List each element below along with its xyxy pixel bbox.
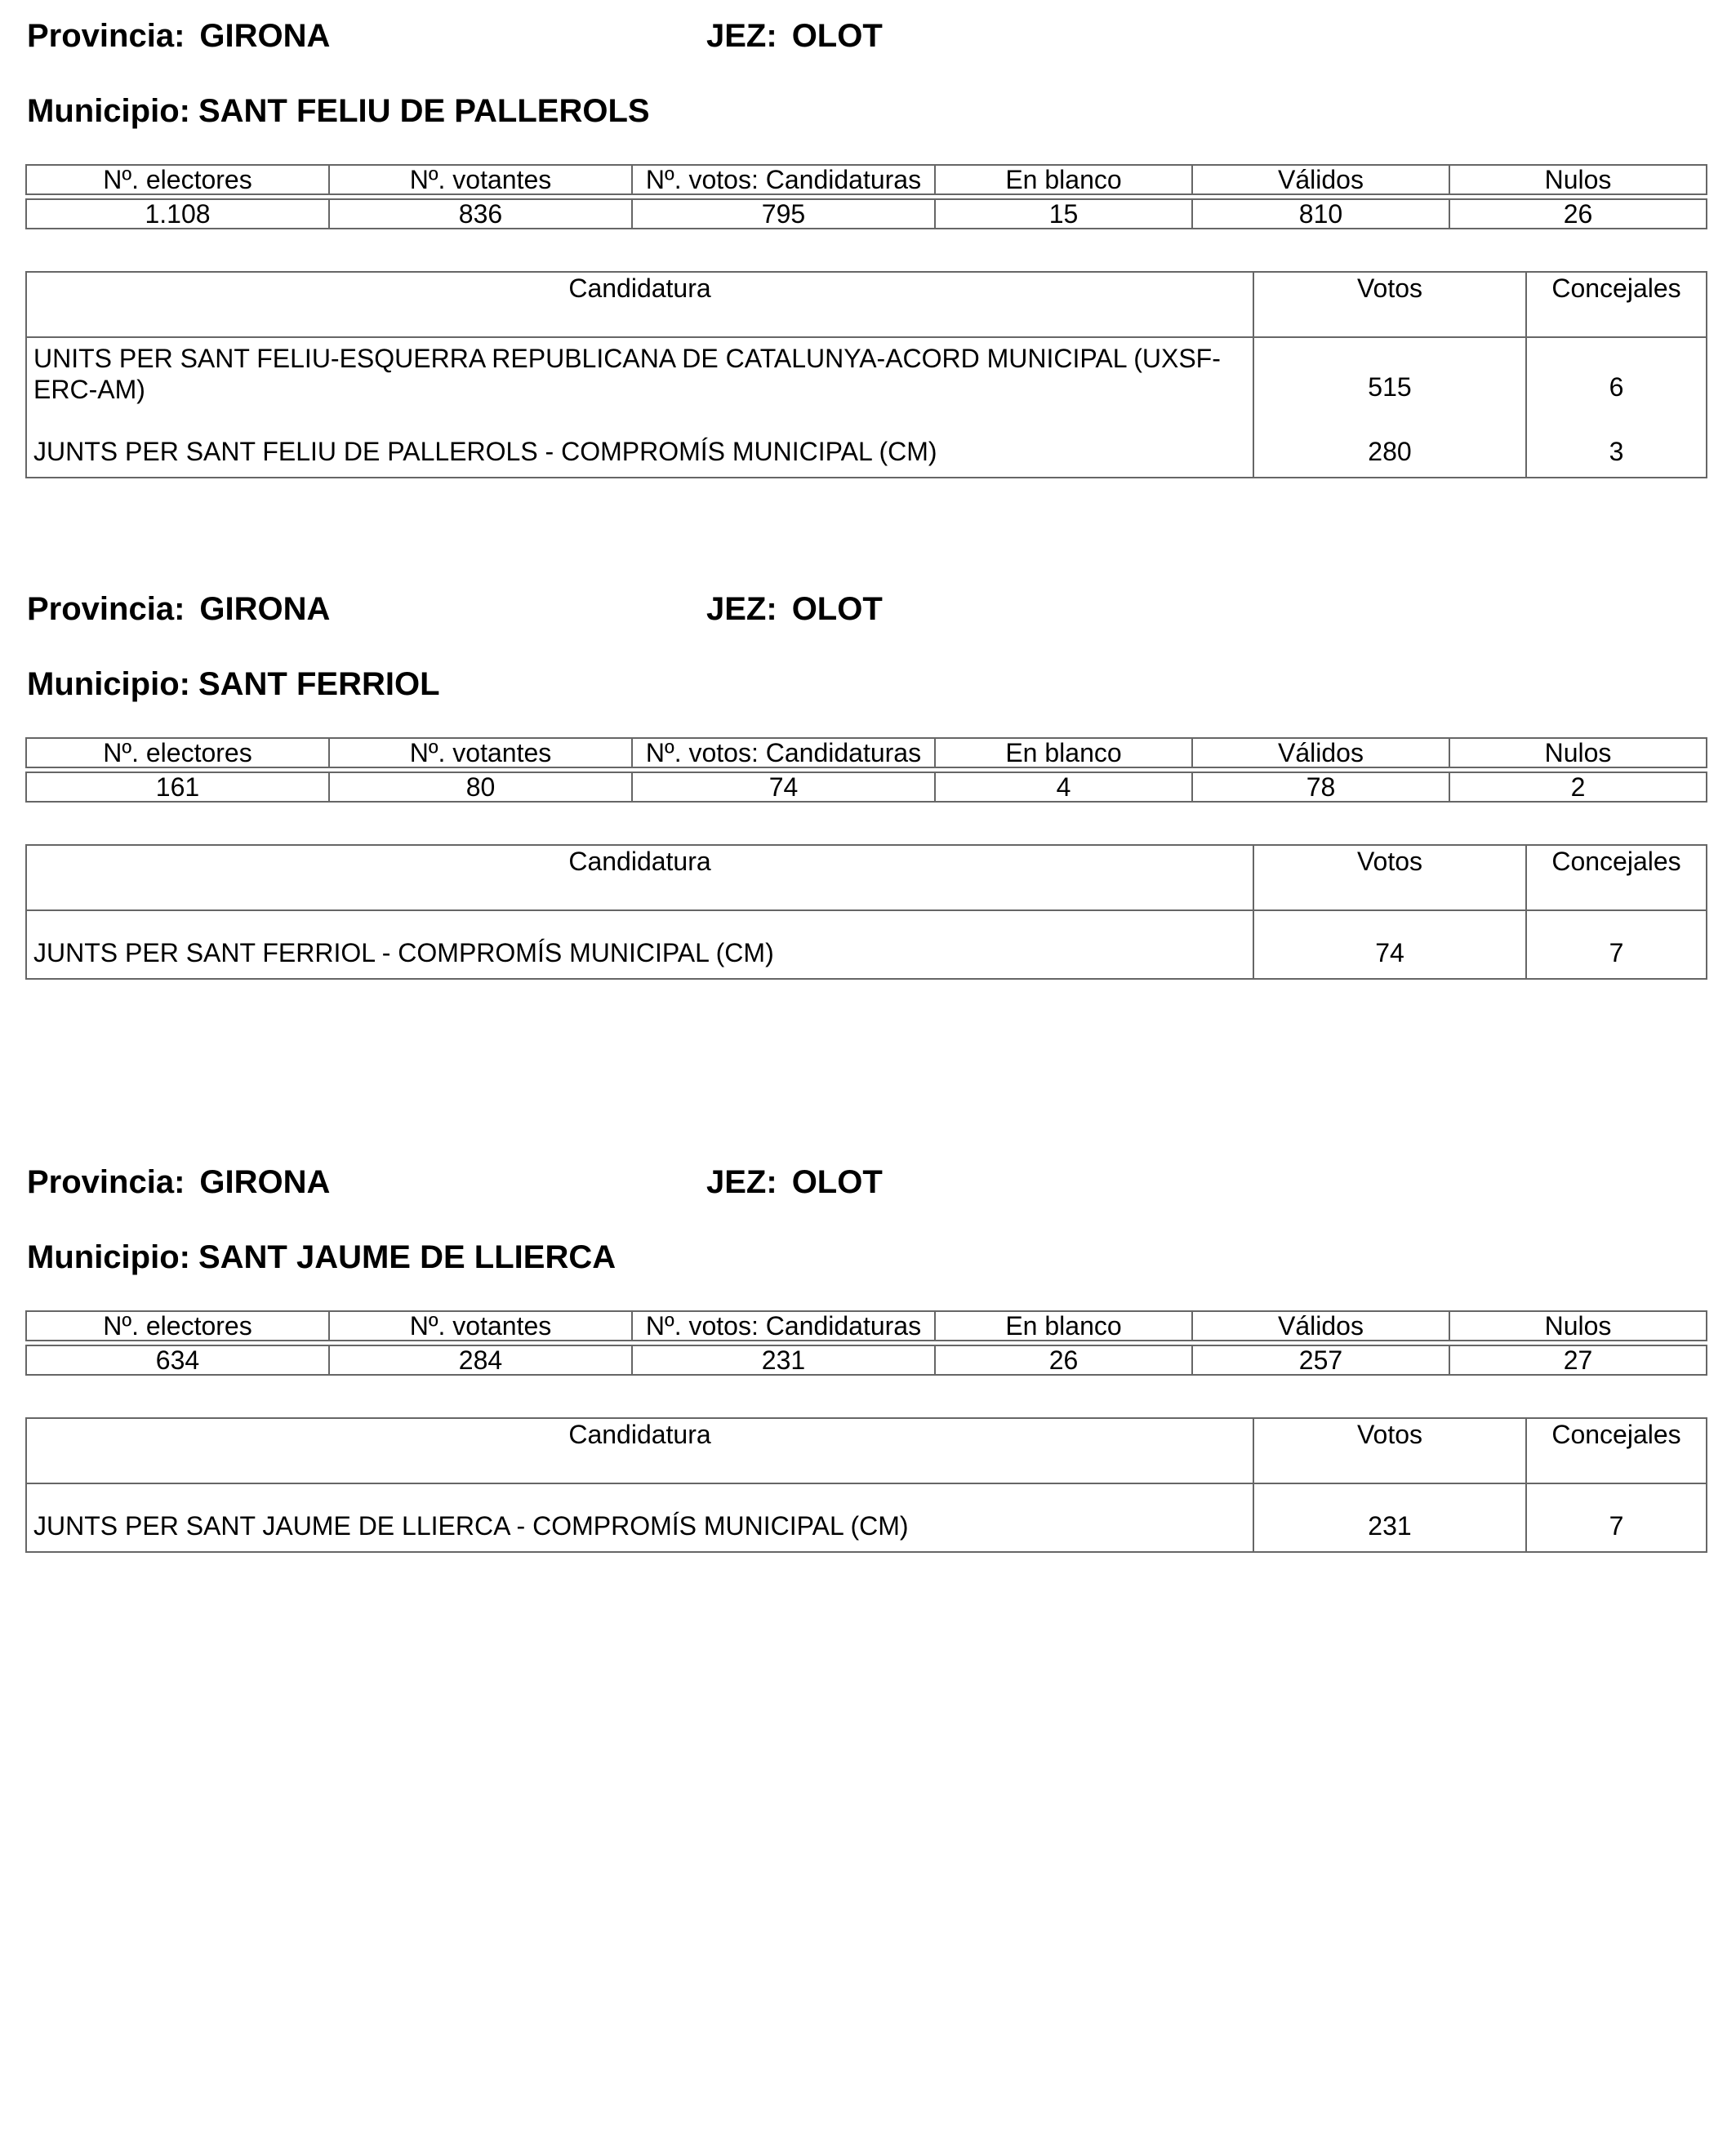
candidate-votos: 280 xyxy=(1253,409,1526,478)
value-nulos: 26 xyxy=(1449,199,1707,229)
candidates-table xyxy=(25,271,1707,478)
value-validos: 810 xyxy=(1192,199,1449,229)
summary-table xyxy=(25,737,1707,803)
header-en-blanco: En blanco xyxy=(935,165,1192,194)
municipality-section xyxy=(0,573,1736,1014)
value-en-blanco: 15 xyxy=(935,199,1192,229)
jez-label: JEZ: xyxy=(706,591,777,627)
jez-heading xyxy=(706,16,883,56)
municipality-section xyxy=(0,1146,1736,1587)
value-votos-candidaturas: 231 xyxy=(632,1345,935,1375)
summary-table xyxy=(25,164,1707,229)
header-votantes: Nº. votantes xyxy=(329,165,632,194)
provincia-label: Provincia: xyxy=(27,591,185,627)
header-nulos: Nulos xyxy=(1449,165,1707,194)
header-electores: Nº. electores xyxy=(26,165,329,194)
provincia-value: GIRONA xyxy=(199,18,331,54)
summary-table xyxy=(25,1310,1707,1376)
municipio-value: SANT FERRIOL xyxy=(198,666,440,702)
header-electores: Nº. electores xyxy=(26,1311,329,1341)
header-candidatura: Candidatura xyxy=(26,1418,1253,1483)
candidate-name: JUNTS PER SANT JAUME DE LLIERCA - COMPROMÍS MUNICIPAL (CM) xyxy=(26,1483,1253,1552)
header-concejales: Concejales xyxy=(1526,272,1707,337)
candidate-concejales: 7 xyxy=(1526,910,1707,979)
value-votantes: 836 xyxy=(329,199,632,229)
jez-value: OLOT xyxy=(791,1164,883,1200)
summary-value-row xyxy=(26,772,1707,802)
candidate-row xyxy=(26,337,1707,409)
municipio-value: SANT JAUME DE LLIERCA xyxy=(198,1239,617,1275)
header-validos: Válidos xyxy=(1192,165,1449,194)
header-votos-candidaturas: Nº. votos: Candidaturas xyxy=(632,738,935,767)
provincia-value: GIRONA xyxy=(199,1164,331,1200)
value-votantes: 284 xyxy=(329,1345,632,1375)
provincia-heading xyxy=(27,1163,330,1202)
provincia-heading xyxy=(27,16,330,56)
jez-label: JEZ: xyxy=(706,18,777,54)
candidate-votos: 515 xyxy=(1253,337,1526,409)
value-nulos: 27 xyxy=(1449,1345,1707,1375)
candidates-table xyxy=(25,1417,1707,1553)
provincia-value: GIRONA xyxy=(199,591,331,627)
value-electores: 1.108 xyxy=(26,199,329,229)
candidate-concejales: 7 xyxy=(1526,1483,1707,1552)
provincia-label: Provincia: xyxy=(27,1164,185,1200)
municipio-heading xyxy=(27,91,650,131)
jez-value: OLOT xyxy=(791,18,883,54)
value-validos: 78 xyxy=(1192,772,1449,802)
header-votos-candidaturas: Nº. votos: Candidaturas xyxy=(632,165,935,194)
candidate-votos: 231 xyxy=(1253,1483,1526,1552)
candidate-name: JUNTS PER SANT FERRIOL - COMPROMÍS MUNICIPAL (CM) xyxy=(26,910,1253,979)
provincia-heading xyxy=(27,589,330,629)
candidates-header-row xyxy=(26,272,1707,337)
header-votos-candidaturas: Nº. votos: Candidaturas xyxy=(632,1311,935,1341)
candidate-name: UNITS PER SANT FELIU-ESQUERRA REPUBLICANA DE CATALUNYA-ACORD MUNICIPAL (UXSF-ERC-AM) xyxy=(26,337,1253,409)
header-nulos: Nulos xyxy=(1449,738,1707,767)
municipio-value: SANT FELIU DE PALLEROLS xyxy=(198,93,650,129)
header-en-blanco: En blanco xyxy=(935,738,1192,767)
header-candidatura: Candidatura xyxy=(26,272,1253,337)
summary-header-row xyxy=(26,165,1707,194)
header-candidatura: Candidatura xyxy=(26,845,1253,910)
value-en-blanco: 26 xyxy=(935,1345,1192,1375)
value-electores: 634 xyxy=(26,1345,329,1375)
value-electores: 161 xyxy=(26,772,329,802)
candidate-row xyxy=(26,910,1707,979)
municipio-label: Municipio: xyxy=(27,666,190,702)
municipio-label: Municipio: xyxy=(27,1239,190,1275)
value-votos-candidaturas: 795 xyxy=(632,199,935,229)
candidates-header-row xyxy=(26,1418,1707,1483)
summary-header-row xyxy=(26,1311,1707,1341)
value-nulos: 2 xyxy=(1449,772,1707,802)
jez-heading xyxy=(706,1163,883,1202)
candidate-name: JUNTS PER SANT FELIU DE PALLEROLS - COMPROMÍS MUNICIPAL (CM) xyxy=(26,409,1253,478)
value-votantes: 80 xyxy=(329,772,632,802)
header-concejales: Concejales xyxy=(1526,1418,1707,1483)
header-votantes: Nº. votantes xyxy=(329,738,632,767)
header-validos: Válidos xyxy=(1192,1311,1449,1341)
candidates-header-row xyxy=(26,845,1707,910)
jez-heading xyxy=(706,589,883,629)
header-votos: Votos xyxy=(1253,272,1526,337)
header-votos: Votos xyxy=(1253,1418,1526,1483)
header-votantes: Nº. votantes xyxy=(329,1311,632,1341)
value-en-blanco: 4 xyxy=(935,772,1192,802)
jez-label: JEZ: xyxy=(706,1164,777,1200)
municipio-heading xyxy=(27,1238,616,1277)
jez-value: OLOT xyxy=(791,591,883,627)
summary-value-row xyxy=(26,199,1707,229)
candidate-votos: 74 xyxy=(1253,910,1526,979)
summary-value-row xyxy=(26,1345,1707,1375)
candidate-concejales: 3 xyxy=(1526,409,1707,478)
municipality-section xyxy=(0,0,1736,466)
header-en-blanco: En blanco xyxy=(935,1311,1192,1341)
header-electores: Nº. electores xyxy=(26,738,329,767)
municipio-label: Municipio: xyxy=(27,93,190,129)
candidates-table xyxy=(25,844,1707,980)
value-votos-candidaturas: 74 xyxy=(632,772,935,802)
candidate-row xyxy=(26,1483,1707,1552)
header-validos: Válidos xyxy=(1192,738,1449,767)
value-validos: 257 xyxy=(1192,1345,1449,1375)
header-concejales: Concejales xyxy=(1526,845,1707,910)
provincia-label: Provincia: xyxy=(27,18,185,54)
header-nulos: Nulos xyxy=(1449,1311,1707,1341)
summary-header-row xyxy=(26,738,1707,767)
candidate-row xyxy=(26,409,1707,478)
municipio-heading xyxy=(27,665,440,704)
header-votos: Votos xyxy=(1253,845,1526,910)
candidate-concejales: 6 xyxy=(1526,337,1707,409)
